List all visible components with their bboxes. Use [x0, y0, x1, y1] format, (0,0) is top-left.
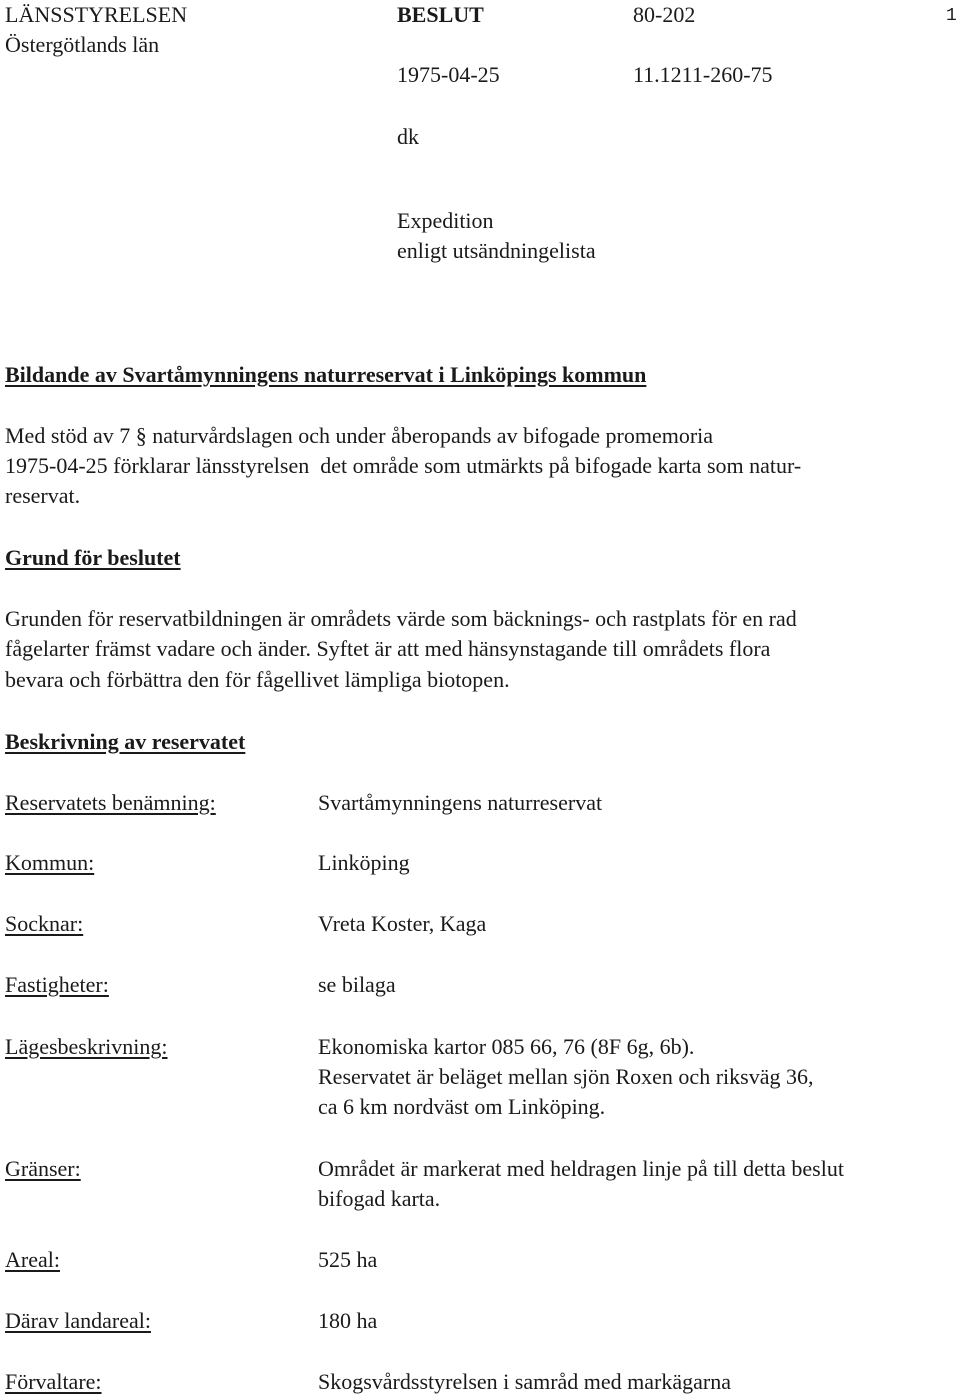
- decision-date: 1975-04-25: [397, 62, 500, 87]
- signature-initials: dk: [397, 124, 419, 149]
- field-value-location: Ekonomiska kartor 085 66, 76 (8F 6g, 6b).: [318, 1034, 695, 1059]
- intro-line: Med stöd av 7 § naturvårdslagen och under åberopands av bifogade promemoria: [5, 423, 714, 448]
- field-value-manager: Skogsvårdsstyrelsen i samråd med markägarna: [318, 1369, 731, 1394]
- grounds-heading: Grund för beslutet: [5, 545, 181, 570]
- grounds-line: fågelarter främst vadare och änder. Syftet är att med hänsynstagande till områdets flora: [5, 636, 771, 661]
- grounds-line: bevara och förbättra den för fågellivet lämpliga biotopen.: [5, 667, 510, 692]
- distribution-note: enligt utsändningelista: [397, 238, 596, 263]
- intro-line: 1975-04-25 förklarar länsstyrelsen det område som utmärkts på bifogade karta som natur-: [5, 453, 802, 478]
- field-value-properties: se bilaga: [318, 972, 396, 997]
- field-label-boundaries: Gränser:: [5, 1156, 81, 1181]
- field-label-properties: Fastigheter:: [5, 972, 109, 997]
- field-value-name: Svartåmynningens naturreservat: [318, 790, 603, 815]
- grounds-line: Grunden för reservatbildningen är områdets värde som bäcknings- och rastplats för en rad: [5, 606, 797, 631]
- expedition-label: Expedition: [397, 208, 494, 233]
- field-label-name: Reservatets benämning:: [5, 790, 216, 815]
- field-label-parishes: Socknar:: [5, 911, 84, 936]
- field-label-area: Areal:: [5, 1247, 60, 1272]
- intro-line: reservat.: [5, 483, 81, 508]
- document-code: 80-202: [633, 2, 696, 27]
- field-value-parishes: Vreta Koster, Kaga: [318, 911, 487, 936]
- field-value-boundaries: Området är markerat med heldragen linje på till detta beslut: [318, 1156, 844, 1181]
- field-value-location: Reservatet är beläget mellan sjön Roxen och riksväg 36,: [318, 1064, 814, 1089]
- authority-name: LÄNSSTYRELSEN: [5, 2, 188, 27]
- field-value-boundaries: bifogad karta.: [318, 1186, 441, 1211]
- field-label-manager: Förvaltare:: [5, 1369, 102, 1394]
- field-value-location: ca 6 km nordväst om Linköping.: [318, 1094, 606, 1119]
- county-name: Östergötlands län: [5, 32, 160, 57]
- description-heading: Beskrivning av reservatet: [5, 729, 246, 754]
- page-number: 1: [946, 6, 957, 26]
- field-label-municipality: Kommun:: [5, 850, 95, 875]
- field-value-municipality: Linköping: [318, 850, 410, 875]
- field-label-location: Lägesbeskrivning:: [5, 1034, 168, 1059]
- field-value-land-area: 180 ha: [318, 1308, 378, 1333]
- reference-number: 11.1211-260-75: [633, 62, 773, 87]
- field-label-land-area: Därav landareal:: [5, 1308, 151, 1333]
- document-title: Bildande av Svartåmynningens naturreservat i Linköpings kommun: [5, 362, 647, 387]
- document-type: BESLUT: [397, 2, 484, 27]
- field-value-area: 525 ha: [318, 1247, 378, 1272]
